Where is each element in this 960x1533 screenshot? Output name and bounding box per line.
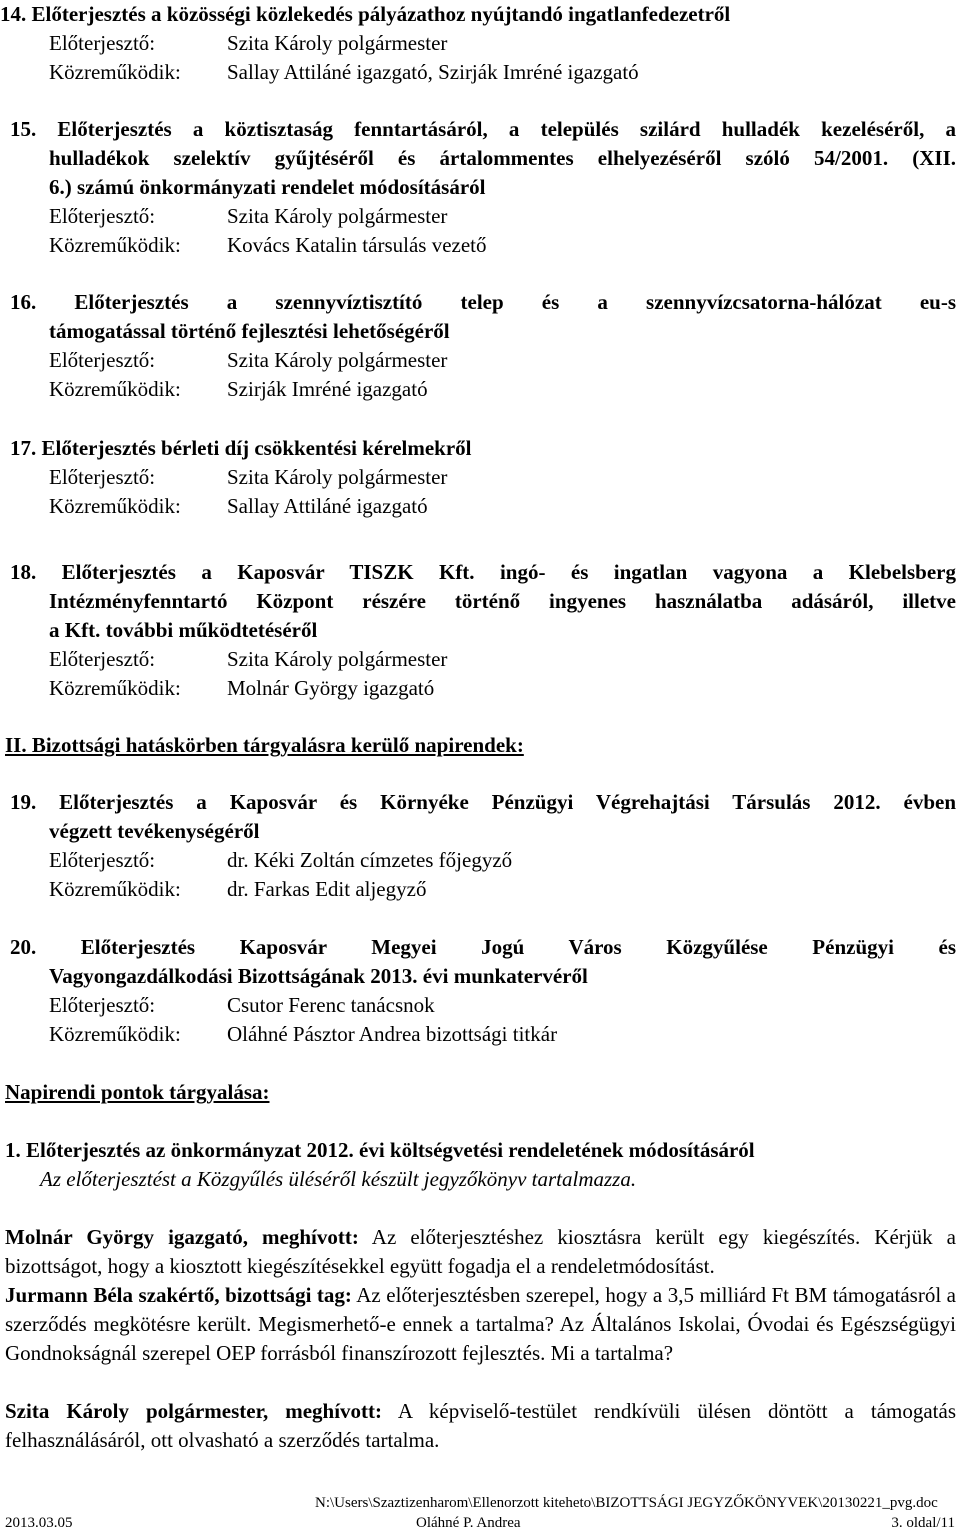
item-20-contributor: Oláhné Pásztor Andrea bizottsági titkár <box>227 1022 558 1046</box>
item-18-title-line-3: a Kft. további működtetéséről <box>49 618 318 642</box>
item-20-presenter-label: Előterjesztő: <box>49 993 156 1017</box>
item-16-contributor-label: Közreműködik: <box>49 377 181 401</box>
item-19-title-line-2: végzett tevékenységéről <box>49 819 260 843</box>
item-18-contributor-label: Közreműködik: <box>49 676 181 700</box>
footer-page-number: 3. oldal/11 <box>891 1515 955 1531</box>
item-20-title-line-2: Vagyongazdálkodási Bizottságának 2013. évi munkatervéről <box>49 964 588 988</box>
item-19-contributor-label: Közreműködik: <box>49 877 181 901</box>
agenda-heading: Napirendi pontok tárgyalása: <box>5 1080 270 1104</box>
footer-date: 2013.03.05 <box>5 1515 73 1531</box>
item-17-contributor-label: Közreműködik: <box>49 494 181 518</box>
item-14-contributor: Sallay Attiláné igazgató, Szirják Imréné igazgató <box>227 60 639 84</box>
statement-jurmann: Az előterjesztésben szerepel, hogy a 3,5 milliárd Ft BM támogatásról a szerződés megkötésre került. Megismerhető-e ennek a tartalma? Az Általános Iskolai, Óvodai és Egészségügyi Gondnokságnál szerepel OEP forrásból finanszírozott fejlesztés. Mi a tartalma? <box>5 1283 957 1365</box>
item-16-presenter: Szita Károly polgármester <box>227 348 448 372</box>
item-16-contributor: Szirják Imréné igazgató <box>227 377 428 401</box>
item-17-presenter-label: Előterjesztő: <box>49 465 156 489</box>
item-18-title-line-2: Intézményfenntartó Központ részére történő ingyenes használatba adásáról, illetve <box>49 589 956 613</box>
speaker-szita: Szita Károly polgármester, meghívott: <box>5 1399 383 1423</box>
discussion-item-1-title: 1. Előterjesztés az önkormányzat 2012. évi költségvetési rendeletének módosításáról <box>5 1138 755 1162</box>
item-14-contributor-label: Közreműködik: <box>49 60 181 84</box>
item-18-presenter-label: Előterjesztő: <box>49 647 156 671</box>
item-17-title: 17. Előterjesztés bérleti díj csökkentési kérelmekről <box>10 436 472 460</box>
item-15-title-line-1: 15. Előterjesztés a köztisztaság fenntartásáról, a település szilárd hulladék kezeléséről, a <box>10 117 956 141</box>
discussion-item-1-note: Az előterjesztést a Közgyűlés üléséről készült jegyzőkönyv tartalmazza. <box>40 1167 637 1191</box>
speaker-molnar: Molnár György igazgató, meghívott: <box>5 1225 359 1249</box>
item-14-presenter-label: Előterjesztő: <box>49 31 156 55</box>
item-19-title-line-1: 19. Előterjesztés a Kaposvár és Környéke Pénzügyi Végrehajtási Társulás 2012. évben <box>10 790 956 814</box>
speaker-jurmann: Jurmann Béla szakértő, bizottsági tag: <box>5 1283 352 1307</box>
item-15-title-line-3: 6.) számú önkormányzati rendelet módosításáról <box>49 175 486 199</box>
item-14-title: 14. Előterjesztés a közösségi közlekedés pályázathoz nyújtandó ingatlanfedezetről <box>0 2 731 26</box>
item-16-title-line-1: 16. Előterjesztés a szennyvíztisztító telep és a szennyvízcsatorna-hálózat eu-s <box>10 290 956 314</box>
statement-molnar: Az előterjesztéshez kiosztásra került egy kiegészítés. Kérjük a bizottságot, hogy a kiosztott kiegészítésekkel együtt fogadja el a rendeletmódosítást. <box>5 1225 956 1278</box>
footer-author: Oláhné P. Andrea <box>416 1515 521 1531</box>
item-18-title-line-1: 18. Előterjesztés a Kaposvár TISZK Kft. ingó- és ingatlan vagyona a Klebelsberg <box>10 560 956 584</box>
item-18-presenter: Szita Károly polgármester <box>227 647 448 671</box>
item-15-presenter: Szita Károly polgármester <box>227 204 448 228</box>
item-14-presenter: Szita Károly polgármester <box>227 31 448 55</box>
item-19-contributor: dr. Farkas Edit aljegyző <box>227 877 427 901</box>
item-17-contributor: Sallay Attiláné igazgató <box>227 494 428 518</box>
item-15-title-line-2: hulladékok szelektív gyűjtéséről és ártalommentes elhelyezéséről szóló 54/2001. (XII. <box>49 146 956 170</box>
footer-file-path: N:\Users\Szaztizenharom\Ellenorzott kiteheto\BIZOTTSÁGI JEGYZŐKÖNYVEK\20130221_pvg.doc <box>315 1495 938 1511</box>
item-19-presenter: dr. Kéki Zoltán címzetes főjegyző <box>227 848 513 872</box>
paragraph-szita <box>5 1397 956 1455</box>
paragraph-jurmann <box>5 1281 956 1368</box>
item-16-presenter-label: Előterjesztő: <box>49 348 156 372</box>
paragraph-molnar <box>5 1223 956 1281</box>
section-ii-heading: II. Bizottsági hatáskörben tárgyalásra kerülő napirendek: <box>5 733 524 757</box>
item-16-title-line-2: támogatással történő fejlesztési lehetőségéről <box>49 319 450 343</box>
item-20-contributor-label: Közreműködik: <box>49 1022 181 1046</box>
item-17-presenter: Szita Károly polgármester <box>227 465 448 489</box>
item-20-presenter: Csutor Ferenc tanácsnok <box>227 993 435 1017</box>
item-18-contributor: Molnár György igazgató <box>227 676 435 700</box>
statement-szita: A képviselő-testület rendkívüli ülésen döntött a támogatás felhasználásáról, ott olvasható a szerződés tartalma. <box>5 1399 956 1452</box>
item-15-contributor: Kovács Katalin társulás vezető <box>227 233 487 257</box>
item-15-presenter-label: Előterjesztő: <box>49 204 156 228</box>
item-19-presenter-label: Előterjesztő: <box>49 848 156 872</box>
item-20-title-line-1: 20. Előterjesztés Kaposvár Megyei Jogú Város Közgyűlése Pénzügyi és <box>10 935 956 959</box>
item-15-contributor-label: Közreműködik: <box>49 233 181 257</box>
